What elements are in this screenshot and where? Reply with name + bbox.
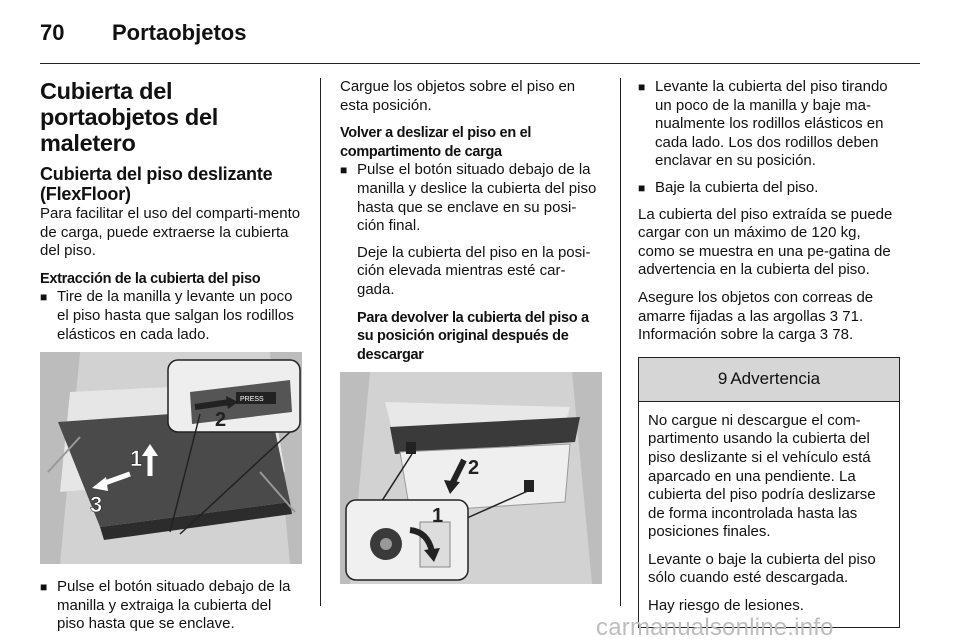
warning-title: Advertencia [730, 368, 821, 388]
figure-flexfloor-return [340, 372, 602, 584]
figure-label-1: 1 [130, 446, 143, 472]
warning-paragraph-3: Hay riesgo de lesiones. [648, 597, 804, 615]
column-divider [620, 78, 621, 606]
press-label: PRESS [240, 396, 264, 404]
step-pull-handle: ■ Tire de la manilla y levante un poco el piso hasta que salgan los rodillos elásticos en cada lado. [40, 288, 302, 344]
step-lift-cover: ■ Levante la cubierta del piso tirando un poco de la manilla y baje ma-nualmente los rodillos elásticos en cada lado. Los dos rodillos deben enclavar en su posición. [638, 78, 900, 171]
ref-loading-info[interactable]: 3 78 [819, 326, 849, 344]
section-title: Portaobjetos [112, 20, 247, 45]
page-number: 70 [40, 20, 65, 45]
column-middle [340, 78, 602, 584]
figure-label-3: 3 [90, 492, 103, 518]
warning-paragraph-2: Levante o baje la cubierta del piso sólo cuando esté descargada. [648, 550, 876, 587]
warning-paragraph-1: No cargue ni descargue el com-partimento usando la cubierta del piso deslizante si el vehículo está aparcado en una pendiente. La cubierta del piso podría deslizarse de forma incontrolada hasta las posiciones finales. [648, 411, 876, 541]
step-press-button: ■ Pulse el botón situado debajo de la manilla y extraiga la cubierta del piso hasta que se enclave. [40, 578, 302, 634]
secure-paragraph [638, 289, 900, 345]
column-left [40, 78, 302, 642]
warning-header [639, 358, 899, 402]
column-divider [320, 78, 321, 606]
secure-text-1: Asegure los objetos con correas de amarre fijadas a las argollas [638, 288, 874, 325]
capacity-paragraph: La cubierta del piso extraída se puede cargar con un máximo de 120 kg, como se muestra en una pe-gatina de advertencia en la cubierta del piso. [638, 205, 893, 279]
section-heading: Cubierta del portaobjetos del maletero [40, 78, 218, 156]
warning-body [639, 402, 899, 627]
load-paragraph: Cargue los objetos sobre el piso en esta posición. [340, 78, 576, 114]
page-header [40, 18, 920, 64]
figure-flexfloor-extraction [40, 352, 302, 564]
subsection-heading: Cubierta del piso deslizante (FlexFloor) [40, 164, 273, 204]
ref-lashing-eyes[interactable]: 3 71 [829, 307, 859, 325]
step-lower-cover: ■ Baje la cubierta del piso. [638, 179, 900, 198]
figure-label-2: 2 [215, 409, 227, 432]
secure-text-2: . Información sobre la carga [638, 307, 864, 344]
figure-label-2b: 2 [468, 457, 480, 480]
slide-back-note: Deje la cubierta del piso en la posi-ción elevada mientras esté car-gada. [357, 243, 591, 298]
warning-icon: 9 [717, 368, 728, 388]
extraction-heading: Extracción de la cubierta del piso [40, 270, 261, 287]
warning-box [638, 357, 900, 628]
column-right [638, 78, 900, 628]
secure-text-3: . [848, 326, 854, 344]
intro-paragraph: Para facilitar el uso del comparti-mento de carga, puede extraerse la cubierta del piso. [40, 205, 301, 260]
return-heading: Para devolver la cubierta del piso a su posición original después de descargar [357, 309, 589, 363]
watermark: carmanualsonline.info [596, 614, 834, 641]
figure-label-1b: 1 [432, 505, 444, 528]
slide-back-heading: Volver a deslizar el piso en el compartimento de carga [340, 125, 532, 160]
step-slide-back: ■ Pulse el botón situado debajo de la manilla y deslice la cubierta del piso hasta que se enclave en su posi-ción final. [340, 161, 602, 235]
